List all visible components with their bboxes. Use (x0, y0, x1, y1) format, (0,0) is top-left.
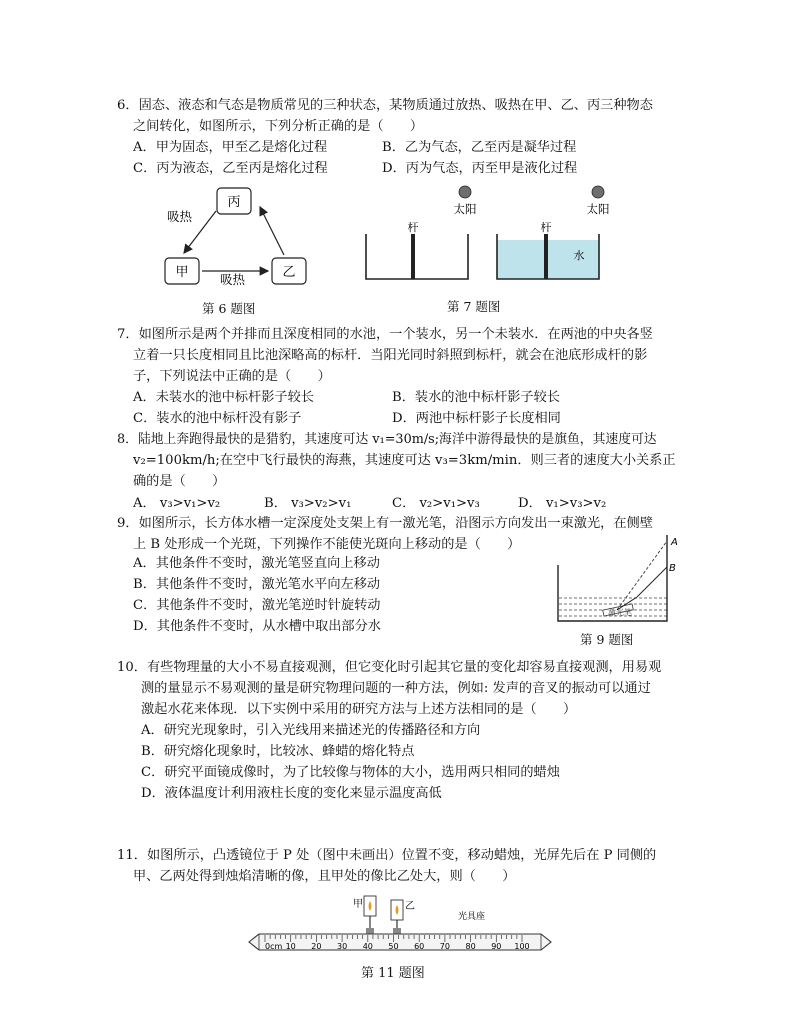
q10-option-c: C．研究平面镜成像时，为了比较像与物体的大小，选用两只相同的蜡烛 (141, 765, 560, 780)
q8-stem-line-1: 8．陆地上奔跑得最快的是猎豹，其速度可达 v₁=30m/s;海洋中游得最快的是旗鱼，其速度可达 (117, 432, 657, 447)
q11-label-yi: 乙 (405, 901, 415, 912)
q10-stem-line-2: 测的量显示不易观测的量是研究物理问题的一种方法，例如: 发声的音叉的振动可以通过 (141, 681, 651, 696)
q7-pool-diagram (360, 182, 620, 287)
q9-stem-line-2: 上 B 处形成一个光斑，下列操作不能使光斑向上移动的是（ ） (133, 537, 521, 552)
q6-label-arrow2: 吸热 (220, 272, 246, 287)
q11-stem-line-2: 甲、乙两处得到烛焰清晰的像，且甲处的像比乙处大，则（ ） (133, 869, 516, 884)
q6-label-bing: 丙 (227, 195, 241, 210)
q7-option-a: A．未装水的池中标杆影子较长 (133, 390, 314, 405)
q9-option-b: B．其他条件不变时，激光笔水平向左移动 (133, 577, 381, 592)
q9-dashed-ray (617, 541, 667, 610)
q6-state-diagram (150, 183, 330, 293)
q7-sun-label-left: 太阳 (453, 202, 477, 216)
q7-pole-label-left: 杆 (407, 221, 419, 234)
q9-stem-line-1: 9．如图所示，长方体水槽一定深度处支架上有一激光笔，沿图示方向发出一束激光，在侧壁 (117, 516, 653, 531)
q6-stem-line-2: 之间转化，如图所示，下列分析正确的是（ ） (133, 119, 424, 134)
q11-screen-jia (364, 896, 376, 934)
q9-label-b: B (669, 563, 676, 574)
q9-caption: 第 9 题图 (580, 632, 634, 647)
q8-option-c: C． v₂>v₁>v₃ (392, 496, 480, 511)
q7-sun-label-right: 太阳 (586, 202, 610, 216)
q7-pole-label-right: 杆 (540, 221, 552, 234)
q7-stem-line-1: 7．如图所示是两个并排而且深度相同的水池，一个装水，另一个未装水．在两池的中央各竖 (117, 327, 653, 342)
q9-option-c: C．其他条件不变时，激光笔逆时针旋转动 (133, 598, 381, 613)
q9-ray-to-b (637, 567, 667, 597)
q6-label-yi: 乙 (282, 265, 296, 280)
q10-option-b: B．研究熔化现象时，比较冰、蜂蜡的熔化特点 (141, 744, 415, 759)
q7-stem-line-3: 子，下列说法中正确的是（ ） (133, 369, 331, 384)
q11-stem-line-1: 11．如图所示，凸透镜位于 P 处（图中未画出）位置不变，移动蜡烛，光屏先后在 P 同侧的 (117, 848, 657, 863)
q11-scale-label: 10 (285, 942, 296, 951)
q8-option-d: D． v₁>v₃>v₂ (518, 496, 607, 511)
q7-water-label: 水 (573, 249, 585, 262)
q8-stem-line-3: 确的是（ ） (133, 474, 226, 489)
q6-caption: 第 6 题图 (202, 301, 256, 316)
q9-option-a: A．其他条件不变时，激光笔竖直向上移动 (133, 556, 380, 571)
q8-option-b: B． v₃>v₂>v₁ (264, 496, 352, 511)
q11-label-jia: 甲 (353, 899, 363, 910)
q11-scale-label: 40 (362, 942, 373, 951)
q6-label-arrow1: 吸热 (167, 209, 193, 224)
q10-stem-line-3: 激起水花来体现．以下实例中采用的研究方法与上述方法相同的是（ ） (141, 702, 577, 717)
q7-option-c: C．装水的池中标杆没有影子 (133, 411, 302, 426)
q7-pole-left (411, 234, 415, 279)
q11-label-bench: 光具座 (458, 912, 486, 922)
q7-option-d: D．两池中标杆影子长度相同 (392, 411, 561, 426)
q11-optical-bench (245, 892, 555, 956)
q7-option-b: B．装水的池中标杆影子较长 (392, 390, 560, 405)
q10-option-d: D．液体温度计利用液柱长度的变化来显示温度高低 (141, 786, 442, 801)
q11-scale-label: 0cm (265, 942, 283, 951)
q11-screen-yi (391, 900, 403, 934)
q9-option-d: D．其他条件不变时，从水槽中取出部分水 (133, 619, 381, 634)
q9-label-a: A (671, 537, 678, 548)
q7-pole-right (544, 234, 548, 279)
q11-scale-label: 30 (337, 942, 348, 951)
q11-scale-label: 20 (311, 942, 322, 951)
q8-stem-line-2: v₂=100km/h;在空中飞行最快的海燕，其速度可达 v₃=3km/min．则三者的速度大小关系正 (133, 453, 676, 468)
q8-option-a: A． v₃>v₁>v₂ (133, 496, 221, 511)
q7-stem-line-2: 立着一只长度相同且比池深略高的标杆．当阳光同时斜照到标杆，就会在池底形成杆的影 (133, 348, 648, 363)
q6-option-a: A．甲为固态，甲至乙是熔化过程 (133, 140, 328, 155)
q11-scale-label: 90 (491, 942, 502, 951)
q7-caption: 第 7 题图 (447, 299, 501, 314)
q7-sun-left (459, 186, 471, 198)
q9-laser-label: 激光笔 (608, 608, 632, 617)
q6-arrow-yi-to-bing (260, 207, 284, 255)
q10-stem-line-1: 10．有些物理量的大小不易直接观测，但它变化时引起其它量的变化却容易直接观测，用易观 (117, 660, 662, 675)
q11-scale-label: 70 (439, 942, 450, 951)
q11-caption: 第 11 题图 (361, 966, 425, 981)
q11-scale-label: 60 (414, 942, 425, 951)
q7-sun-right (592, 186, 604, 198)
q7-pool-empty (366, 234, 468, 279)
q11-scale-label: 100 (514, 942, 530, 951)
q6-option-d: D．丙为气态，丙至甲是液化过程 (382, 161, 578, 176)
q11-scale-label: 50 (388, 942, 399, 951)
q6-option-c: C．丙为液态，乙至丙是熔化过程 (133, 161, 328, 176)
q11-scale-label: 80 (465, 942, 476, 951)
q6-label-jia: 甲 (175, 265, 189, 280)
q6-option-b: B．乙为气态，乙至丙是凝华过程 (382, 140, 577, 155)
q9-tank-diagram (555, 535, 690, 625)
q10-option-a: A．研究光现象时，引入光线用来描述光的传播路径和方向 (141, 723, 481, 738)
q6-stem-line-1: 6．固态、液态和气态是物质常见的三种状态，某物质通过放热、吸热在甲、乙、丙三种物态 (117, 98, 653, 113)
